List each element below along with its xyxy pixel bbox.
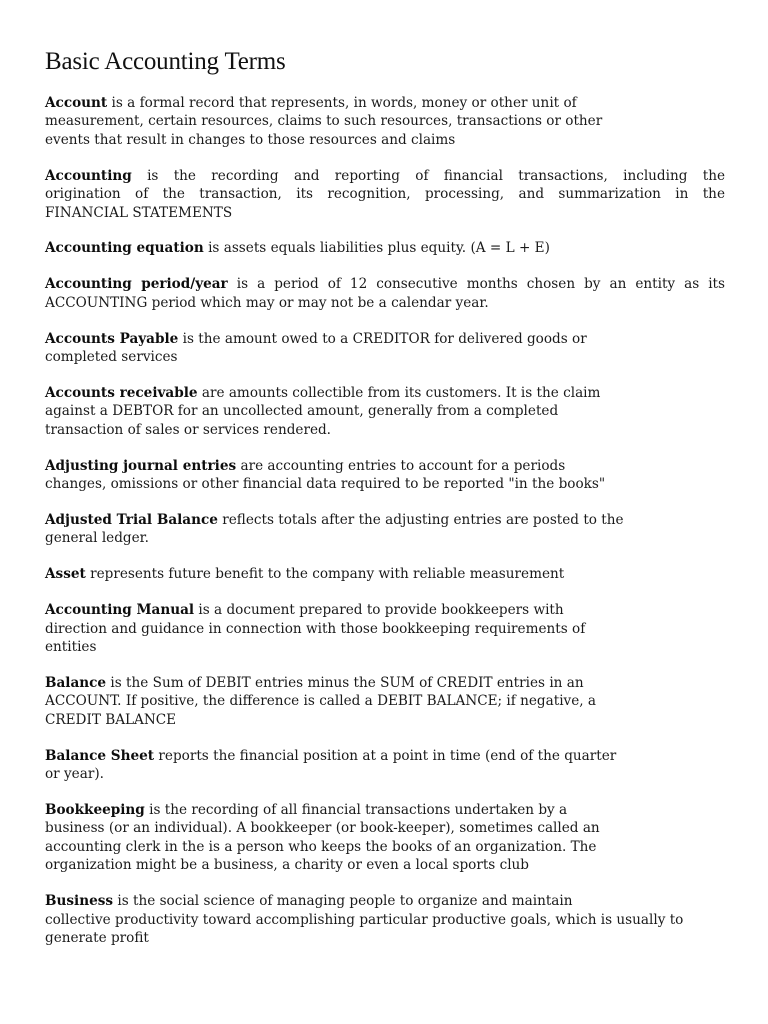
term-definition-line: general ledger. [45,530,149,547]
term-definition-line: direction and guidance in connection with those bookkeeping requirements of [45,620,586,637]
term-name: Adjusted Trial Balance [45,512,218,528]
term-definition-line: business (or an individual). A bookkeeper (or book-keeper), sometimes called an [45,820,600,837]
term-entry-bookkeeping [45,801,725,875]
term-entry-balance [45,674,725,729]
term-entry-accounts-payable [45,330,725,367]
term-name: Account [45,95,108,111]
term-entry-accounting-equation [45,239,725,257]
term-definition-line: is a document prepared to provide bookkeepers with [194,602,564,619]
term-definition-line: events that result in changes to those resources and claims [45,131,456,148]
term-definition-line: is a period of 12 consecutive months chosen by an entity as its [227,276,725,293]
term-name: Accounting Manual [45,602,195,619]
term-name: Accounts receivable [45,384,198,401]
term-definition-line: is the recording of all financial transactions undertaken by a [144,801,568,818]
document-title: Basic Accounting Terms [45,48,286,75]
term-entry-adjusted-trial-balance [45,511,725,548]
term-definition-line: is assets equals liabilities plus equity. (A = L + E) [203,240,550,257]
term-entry-asset [45,565,725,583]
term-name: Bookkeeping [45,801,145,818]
term-definition-line: transaction of sales or services rendered. [45,421,332,438]
term-definition-line: organization might be a business, a charity or even a local sports club [45,857,530,874]
term-definition-line: is a formal record that represents, in words, money or other unit of [107,95,577,111]
term-definition-line: is the social science of managing people to organize and maintain [113,893,573,910]
term-definition-line: is the Sum of DEBIT entries minus the SUM of CREDIT entries in an [106,674,584,691]
term-definition-line: FINANCIAL STATEMENTS [45,204,233,221]
term-definition-line: reflects totals after the adjusting entries are posted to the [217,512,624,528]
term-definition-line: generate profit [45,929,149,946]
term-definition-line: CREDIT BALANCE [45,711,177,728]
term-definition-line: collective productivity toward accomplishing particular productive goals, which is usually to [45,911,684,928]
term-name: Asset [45,566,86,583]
term-definition-line: changes, omissions or other financial data required to be reported "in the books" [45,476,606,493]
term-definition-line: origination of the transaction, its recognition, processing, and summarization in the [45,186,725,203]
term-name: Business [45,893,114,910]
terms-list [45,94,725,965]
term-entry-account [45,94,725,149]
term-entry-business [45,892,725,947]
term-definition-line: entities [45,639,97,656]
term-name: Accounting period/year [45,276,228,293]
term-definition-line: represents future benefit to the company with reliable measurement [85,566,565,583]
term-definition-line: ACCOUNT. If positive, the difference is called a DEBIT BALANCE; if negative, a [45,693,597,710]
term-definition-line: measurement, certain resources, claims to such resources, transactions or other [45,113,603,130]
term-definition-line: are accounting entries to account for a periods [236,457,566,474]
term-entry-accounting-period [45,275,725,312]
term-definition-line: against a DEBTOR for an uncollected amount, generally from a completed [45,403,559,420]
term-name: Accounts Payable [45,330,179,347]
term-entry-adjusting-journal-entries [45,457,725,494]
term-name: Balance [45,674,107,691]
term-name: Accounting [45,167,132,184]
term-entry-accounting [45,167,725,222]
term-name: Balance Sheet [45,747,155,764]
term-entry-accounting-manual [45,601,725,656]
term-name: Accounting equation [45,240,204,257]
term-entry-accounts-receivable [45,384,725,439]
term-definition-line: or year). [45,766,104,783]
term-definition-line: is the amount owed to a CREDITOR for delivered goods or [178,330,587,347]
term-definition-line: accounting clerk in the is a person who keeps the books of an organization. The [45,838,597,855]
term-definition-line: is the recording and reporting of financial transactions, including the [131,167,725,184]
term-name: Adjusting journal entries [45,457,237,474]
term-entry-balance-sheet [45,747,725,784]
term-definition-line: completed services [45,349,178,366]
term-definition-line: reports the financial position at a point in time (end of the quarter [154,747,617,764]
term-definition-line: ACCOUNTING period which may or may not be a calendar year. [45,294,489,311]
term-definition-line: are amounts collectible from its customers. It is the claim [197,384,601,401]
